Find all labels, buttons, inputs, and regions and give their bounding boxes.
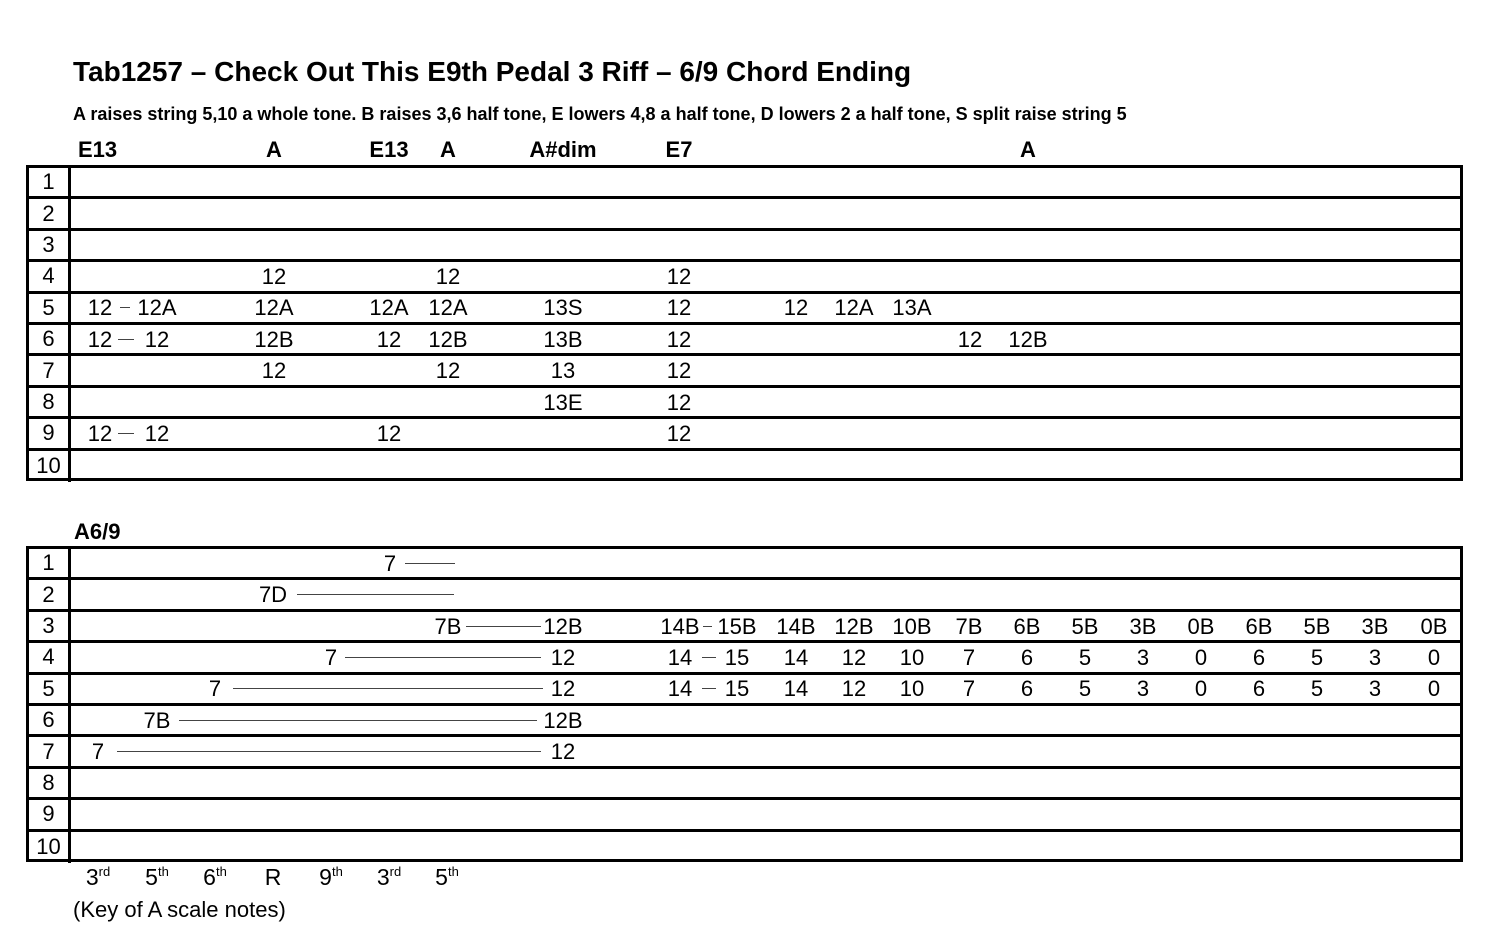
scale-degree: 9th [319,864,343,890]
string-number: 7 [29,737,71,765]
scale-degree: 3rd [376,864,402,890]
tab-note: 7 [962,644,976,670]
string-row-9 [29,419,1460,450]
tab-note: 14 [783,676,809,702]
tab-note: 13E [543,389,583,415]
tab-note: 12 [550,739,576,765]
tab-note: 12 [666,326,692,352]
tab-note: 12 [666,389,692,415]
tab-note: 12 [435,263,461,289]
tab-note: 5 [1078,644,1092,670]
tab-note: 5 [1310,676,1324,702]
string-row-2 [29,580,1460,611]
string-number: 8 [29,769,71,797]
tab-note: 12 [261,263,287,289]
tab-note: 3 [1136,676,1150,702]
tab-note: 7 [91,739,105,765]
string-row-5 [29,294,1460,325]
scale-degree: 3rd [85,864,111,890]
string-number: 4 [29,643,71,671]
string-number: 4 [29,262,71,290]
tab-note: 7B [434,613,462,639]
string-number: 3 [29,612,71,640]
tab-note: 13A [892,295,932,321]
tab-note: 7 [324,644,338,670]
tab-note: 6B [1013,613,1041,639]
tab-note: 7 [962,676,976,702]
tab-note: 12 [144,420,170,446]
string-row-1 [29,168,1460,199]
string-number: 6 [29,706,71,734]
tab-note: 12B [254,326,294,352]
tab-note: 12 [376,326,402,352]
string-number: 5 [29,294,71,322]
tab-note: 7 [208,676,222,702]
tab-note: 10 [899,644,925,670]
tab-note: 3B [1129,613,1157,639]
tab-note: 0 [1427,676,1441,702]
string-row-8 [29,388,1460,419]
tab-note: 6 [1252,676,1266,702]
tab-note: 13S [543,295,583,321]
tab-note: 7D [258,582,288,608]
tab-note: 14 [667,644,693,670]
tab-note: 12 [783,295,809,321]
tab-note: 14 [667,676,693,702]
tab-note: 0 [1194,644,1208,670]
tab-note: 12 [376,420,402,446]
tab-note: 15B [717,613,757,639]
string-number: 9 [29,419,71,447]
tab-note: 12 [550,644,576,670]
chord-label: E7 [665,137,693,162]
chord-label: A [440,137,456,162]
string-row-7 [29,356,1460,387]
tab-note: 12 [550,676,576,702]
chord-label: A6/9 [74,519,121,544]
tab-note: 12A [137,295,177,321]
tab-note: 0 [1194,676,1208,702]
tab-staff-2 [26,546,1463,862]
tab-staff-1 [26,165,1463,481]
tab-note: 3 [1368,676,1382,702]
scale-degree: 6th [203,864,227,890]
tab-note: 12 [435,358,461,384]
string-row-8 [29,769,1460,800]
tab-note: 3B [1361,613,1389,639]
tab-note: 5B [1071,613,1099,639]
chord-label: E13 [78,137,118,162]
tab-note: 6 [1020,676,1034,702]
tab-note: 10B [892,613,932,639]
page-title: Tab1257 – Check Out This E9th Pedal 3 Riff – 6/9 Chord Ending [73,56,912,87]
slide-line [702,688,716,689]
tab-note: 14B [660,613,700,639]
tab-note: 12B [543,613,583,639]
slide-line [233,688,543,689]
string-number: 10 [29,451,71,482]
tab-note: 12A [254,295,294,321]
tab-note: 12B [1008,326,1048,352]
scale-degree: 5th [435,864,459,890]
string-row-1 [29,549,1460,580]
string-row-6 [29,706,1460,737]
key-note-caption: (Key of A scale notes) [73,897,286,922]
tab-note: 14B [776,613,816,639]
string-row-3 [29,231,1460,262]
tab-note: 7 [383,550,397,576]
pedal-legend: A raises string 5,10 a whole tone. B raises 3,6 half tone, E lowers 4,8 a half tone, D lowers 2 a half tone, S split raise string 5 [73,104,1127,124]
tab-note: 12B [834,613,874,639]
string-row-9 [29,800,1460,831]
string-row-10 [29,451,1460,482]
tab-note: 3 [1136,644,1150,670]
tab-note: 12 [957,326,983,352]
tab-note: 3 [1368,644,1382,670]
string-number: 9 [29,800,71,828]
tab-note: 0B [1187,613,1215,639]
tab-note: 0 [1427,644,1441,670]
string-number: 1 [29,168,71,196]
slide-line [118,339,134,340]
string-row-2 [29,199,1460,230]
slide-line [345,657,541,658]
slide-line [118,433,134,434]
tab-note: 7B [143,707,171,733]
string-number: 2 [29,199,71,227]
string-row-10 [29,832,1460,863]
tab-note: 12 [87,295,113,321]
tab-note: 15 [724,644,750,670]
tab-note: 12 [666,263,692,289]
tab-note: 15 [724,676,750,702]
slide-line [179,720,537,721]
tab-note: 12A [428,295,468,321]
tab-note: 0B [1420,613,1448,639]
tab-note: 6 [1252,644,1266,670]
tab-note: 12 [666,420,692,446]
slide-line [466,626,541,627]
tab-note: 12 [666,358,692,384]
string-number: 2 [29,580,71,608]
tab-note: 5B [1303,613,1331,639]
string-row-7 [29,737,1460,768]
string-number: 3 [29,231,71,259]
tab-note: 10 [899,676,925,702]
tab-note: 12A [369,295,409,321]
string-number: 8 [29,388,71,416]
tab-note: 12B [428,326,468,352]
tab-note: 12 [666,295,692,321]
string-number: 1 [29,549,71,577]
slide-line [702,657,716,658]
tab-note: 12 [261,358,287,384]
string-number: 5 [29,675,71,703]
chord-label: E13 [369,137,409,162]
tab-note: 7B [955,613,983,639]
tab-note: 13B [543,326,583,352]
tab-note: 12 [87,326,113,352]
tab-note: 13 [550,358,576,384]
tab-note: 12A [834,295,874,321]
slide-line [297,594,454,595]
string-number: 6 [29,325,71,353]
tab-note: 12B [543,707,583,733]
scale-degree: 5th [145,864,169,890]
tab-note: 12 [841,676,867,702]
tab-note: 6B [1245,613,1273,639]
string-number: 7 [29,356,71,384]
tab-note: 12 [841,644,867,670]
chord-label: A [1020,137,1036,162]
string-row-6 [29,325,1460,356]
tab-note: 12 [144,326,170,352]
string-number: 10 [29,832,71,863]
slide-line [117,751,541,752]
tab-note: 14 [783,644,809,670]
slide-line [405,563,455,564]
slide-line [120,307,130,308]
chord-label: A [266,137,282,162]
chord-label: A#dim [529,137,597,162]
string-row-4 [29,262,1460,293]
scale-degree: R [264,864,282,890]
tab-note: 6 [1020,644,1034,670]
tab-note: 12 [87,420,113,446]
slide-line [703,626,712,627]
tab-note: 5 [1310,644,1324,670]
tab-note: 5 [1078,676,1092,702]
